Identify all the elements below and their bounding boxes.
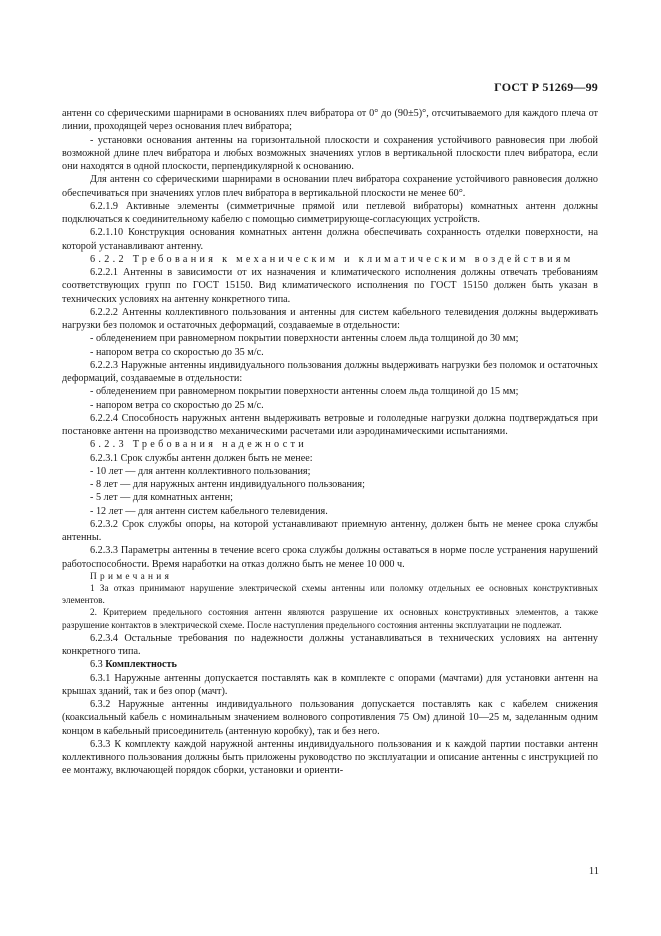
paragraph: 6.2.2.2 Антенны коллективного пользования и антенны для систем кабельного телевидения должны выдерживать нагрузки без поломок и остаточных деформаций, создаваемые в отдельности: [62, 306, 598, 331]
note: 1 За отказ принимают нарушение электрической схемы антенны или поломку отдельных ее основных конструктивных элементов. [62, 583, 598, 607]
paragraph: 6.2.3.3 Параметры антенны в течение всего срока службы должны оставаться в норме после устранения нарушений работоспособности. Время наработки на отказ должно быть не менее 10 000 ч. [62, 545, 598, 570]
paragraph: 6.2.1.10 Конструкция основания комнатных антенн должна обеспечивать сохранность отделки поверхности, на которой устанавливают антенну. [62, 227, 598, 252]
paragraph: 6.2.3.4 Остальные требования по надежности должны устанавливаться в технических условиях на антенну конкретного типа. [62, 632, 598, 658]
paragraph: 6.2.2.1 Антенны в зависимости от их назначения и климатического исполнения должны отвечать требованиям соответствующих групп по ГОСТ 15150. Вид климатического исполнения по ГОСТ 15150 должен быть указан в технических условиях на антенну конкретного типа. [62, 267, 598, 305]
paragraph: Для антенн со сферическими шарнирами в основании плеч вибратора сохранение устойчивого равновесия должно обеспечиваться при значениях углов плеч вибратора в вертикальной плоскости не менее 60°. [62, 174, 598, 199]
paragraph: 6.3.2 Наружные антенны индивидуального пользования допускается поставлять как с кабелем снижения (коаксиальный кабель с номинальным значением волнового сопротивления 75 Ом) длиной 10—25 м, заделанным одним концом в кабельный присоединитель (антенную коробку), так и без него. [62, 699, 598, 737]
paragraph: 6.2.3.1 Срок службы антенн должен быть не менее: [90, 452, 313, 464]
notes-heading: Примечания [90, 571, 173, 582]
section-heading-bold [62, 658, 598, 671]
paragraph: 6.2.1.9 Активные элементы (симметричные прямой или петлевой вибраторы) комнатных антенн должны подключаться к соединительному кабелю с помощью симметрирующе-согласующих устройств. [62, 200, 598, 225]
paragraph: 6.2.2.3 Наружные антенны индивидуального пользования должны выдерживать нагрузки без поломок и остаточных деформаций, создаваемые в отдельности: [62, 359, 598, 384]
paragraph: - напором ветра со скоростью до 25 м/с. [90, 399, 264, 411]
paragraph: - 8 лет — для наружных антенн индивидуального пользования; [90, 479, 365, 490]
paragraph: - установки основания антенны на горизонтальной плоскости и сохранения устойчивого равновесия при любой возможной длине плеч вибратора и любых возможных значениях углов в вертикальной плоскости плеч вибратора, если они находятся в одной плоскости, перпендикулярной к основанию. [62, 134, 598, 172]
section-title: Комплектность [105, 659, 177, 671]
paragraph: 6.3.3 К комплекту каждой наружной антенны индивидуального пользования и к каждой партии поставки антенн коллективного пользования должны быть приложены руководство по эксплуатации и описание антенны с инструкцией по ее монтажу, включающей порядок сборки, установки и ориенти- [62, 738, 598, 777]
section-number: 6.3 [90, 659, 106, 671]
note: 2. Критерием предельного состояния антенн являются разрушение их основных конструктивных элементов, а также разрушение контактов в электрической схеме. После наступления предельного состояния антенны эксплуатации не подлежат. [62, 608, 598, 631]
document-header: ГОСТ Р 51269—99 [494, 80, 598, 94]
section-heading: 6.2.3 Требования надежности [90, 439, 308, 451]
paragraph: антенн со сферическими шарнирами в основаниях плеч вибратора от 0° до (90±5)°, отсчитываемого для каждого плеча от линии, проходящей через основания плеч вибратора; [62, 108, 598, 133]
paragraph: - 12 лет — для антенн систем кабельного телевидения. [90, 505, 328, 517]
section-heading: 6.2.2 Требования к механическим и климатическим воздействиям [90, 253, 574, 265]
paragraph: - напором ветра со скоростью до 35 м/с. [90, 346, 264, 358]
paragraph: - обледенением при равномерном покрытии поверхности антенны слоем льда толщиной до 30 мм; [90, 333, 519, 345]
page-number: 11 [588, 866, 599, 877]
paragraph: 6.3.1 Наружные антенны допускается поставлять как в комплекте с опорами (мачтами) для установки антенн на крышах зданий, так и без опор (мачт). [62, 672, 598, 697]
paragraph: - 5 лет — для комнатных антенн; [90, 492, 233, 504]
document-body [62, 107, 598, 778]
paragraph: 6.2.3.2 Срок службы опоры, на которой устанавливают приемную антенну, должен быть не менее срока службы антенны. [62, 518, 598, 543]
paragraph: - обледенением при равномерном покрытии поверхности антенны слоем льда толщиной до 15 мм; [90, 386, 519, 398]
paragraph: 6.2.2.4 Способность наружных антенн выдерживать ветровые и гололедные нагрузки должна подтверждаться при постановке антенн на производство механическими расчетами или аэродинамическими испытаниями. [62, 412, 598, 437]
paragraph: - 10 лет — для антенн коллективного пользования; [90, 465, 311, 477]
